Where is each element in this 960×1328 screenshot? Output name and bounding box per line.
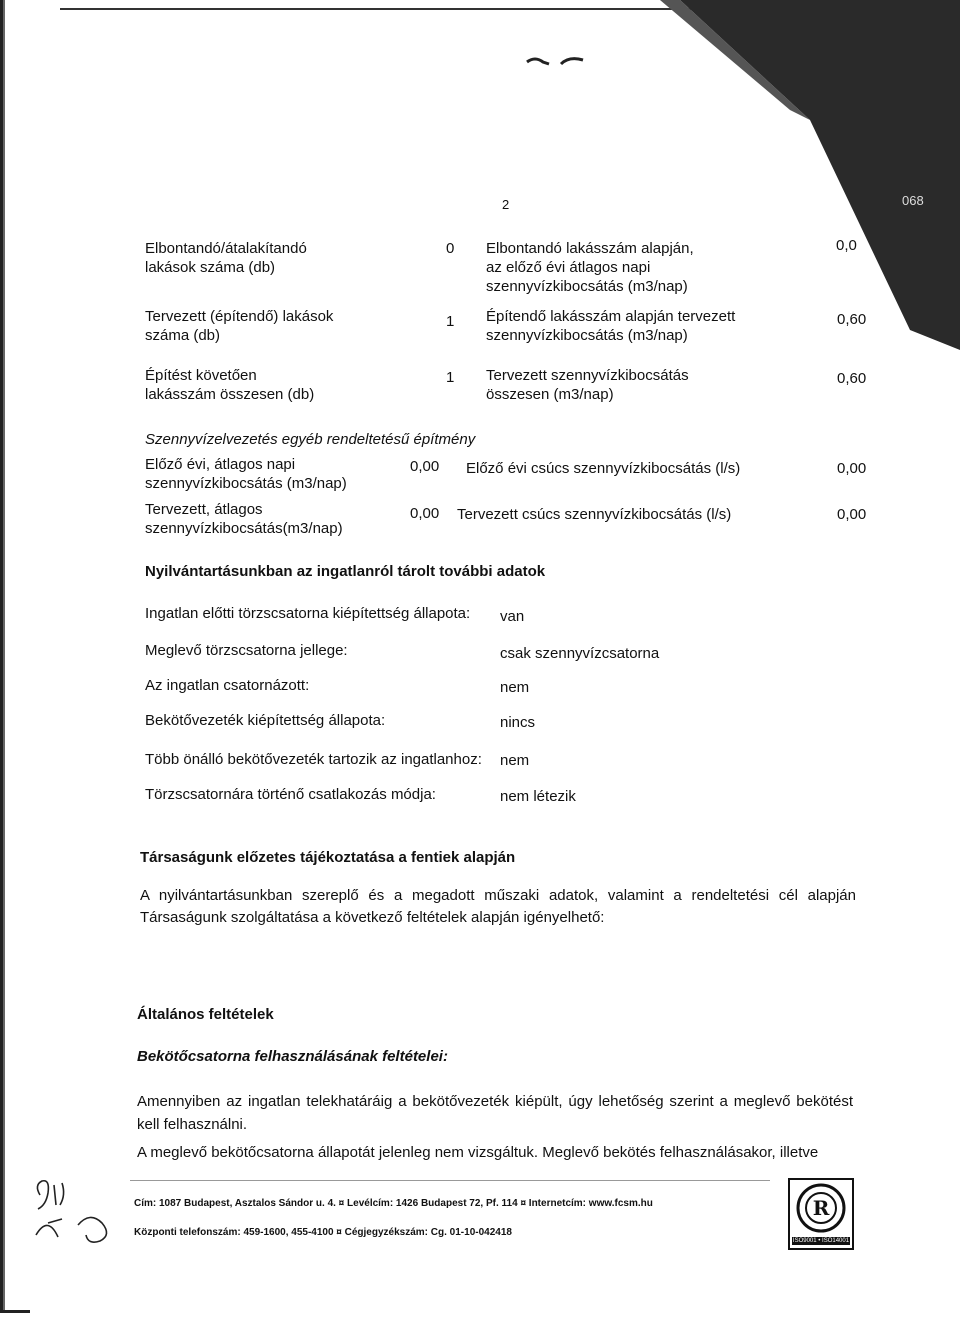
- footer-address: Cím: 1087 Budapest, Asztalos Sándor u. 4. ¤ Levélcím: 1426 Budapest 72, Pf. 114 ¤ Internetcím: www.fcsm.hu: [134, 1198, 653, 1209]
- row3-label: Építést követően lakásszám összesen (db): [145, 367, 315, 403]
- svg-text:R: R: [812, 1196, 830, 1220]
- row2-value: 1: [446, 313, 455, 330]
- registry-item-value: csak szennyvízcsatorna: [500, 645, 660, 662]
- handwritten-signature-icon: [28, 1175, 128, 1255]
- corner-fragment-mid: 0,0: [836, 237, 857, 254]
- scan-mark: [525, 52, 595, 72]
- registry-item-label: Törzscsatornára történő csatlakozás módja:: [145, 786, 436, 803]
- other-row2-label: Tervezett, átlagos szennyvízkibocsátás(m3/nap): [145, 501, 343, 537]
- other-row1-label: Előző évi, átlagos napi szennyvízkibocsátás (m3/nap): [145, 456, 347, 492]
- general-paragraph-2: A meglevő bekötőcsatorna állapotát jelenleg nem vizsgáltuk. Meglevő bekötés felhasználásakor, illetve: [137, 1144, 819, 1161]
- registry-item-label: Bekötővezeték kiépítettség állapota:: [145, 712, 386, 729]
- preliminary-paragraph: A nyilvántartásunkban szereplő és a megadott műszaki adatok, valamint a rendeltetési cél alapján Társaságunk szolgáltatása a következő feltételek alapján igényelhető:: [140, 887, 856, 926]
- registered-certification-seal-icon: [790, 1182, 852, 1236]
- connection-conditions-subtitle: Bekötőcsatorna felhasználásának feltételei:: [137, 1048, 448, 1065]
- scan-edge-bottom: [0, 1310, 30, 1313]
- row2-result: 0,60: [837, 311, 867, 328]
- certification-label: ISO9001 • ISO14001: [792, 1238, 850, 1244]
- certification-seal: [788, 1178, 854, 1250]
- other-row2-result: 0,00: [837, 506, 867, 523]
- other-row2-value: 0,00: [410, 505, 440, 522]
- registry-item-label: Meglevő törzscsatorna jellege:: [145, 642, 348, 659]
- page-number: 2: [502, 197, 510, 212]
- footer-phone-registration: Központi telefonszám: 459-1600, 455-4100 ¤ Cégjegyzékszám: Cg. 01-10-042418: [134, 1227, 512, 1238]
- general-conditions-title: Általános feltételek: [137, 1006, 274, 1023]
- row2-description: Építendő lakásszám alapján tervezett szennyvízkibocsátás (m3/nap): [486, 308, 736, 344]
- row2-label: Tervezett (építendő) lakások száma (db): [145, 308, 334, 344]
- other-row2-description: Tervezett csúcs szennyvízkibocsátás (l/s): [457, 506, 732, 523]
- folded-corner-shadow: [660, 0, 960, 350]
- registry-item-value: van: [500, 608, 525, 625]
- preliminary-title: Társaságunk előzetes tájékoztatása a fentiek alapján: [140, 849, 516, 866]
- registry-item-value: nem: [500, 752, 530, 769]
- other-building-title: Szennyvízelvezetés egyéb rendeltetésű építmény: [145, 431, 476, 448]
- corner-fragment-top: 068: [902, 193, 924, 208]
- row3-description: Tervezett szennyvízkibocsátás összesen (m3/nap): [486, 367, 689, 403]
- general-paragraph-1: Amennyiben az ingatlan telekhatáráig a bekötővezeték kiépült, úgy lehetőség szerint a meglevő bekötést kell felhasználni.: [137, 1093, 853, 1133]
- registry-item-label: Ingatlan előtti törzscsatorna kiépítettség állapota:: [145, 605, 471, 622]
- other-row1-description: Előző évi csúcs szennyvízkibocsátás (l/s): [466, 460, 741, 477]
- registry-title: Nyilvántartásunkban az ingatlanról tárolt további adatok: [145, 563, 546, 580]
- registry-item-label: Több önálló bekötővezeték tartozik az ingatlanhoz:: [145, 751, 482, 768]
- row1-value: 0: [446, 240, 455, 257]
- registry-item-value: nincs: [500, 714, 536, 731]
- other-row1-result: 0,00: [837, 460, 867, 477]
- footer-divider: [130, 1180, 770, 1181]
- row3-value: 1: [446, 369, 455, 386]
- scan-edge-left-shadow: [3, 0, 5, 1312]
- other-row1-value: 0,00: [410, 458, 440, 475]
- registry-item-value: nem: [500, 679, 530, 696]
- row1-description: Elbontandó lakásszám alapján, az előző évi átlagos napi szennyvízkibocsátás (m3/nap): [486, 240, 694, 295]
- row3-result: 0,60: [837, 370, 867, 387]
- row1-label: Elbontandó/átalakítandó lakások száma (db): [145, 240, 307, 276]
- registry-item-label: Az ingatlan csatornázott:: [145, 677, 310, 694]
- registry-item-value: nem létezik: [500, 788, 576, 805]
